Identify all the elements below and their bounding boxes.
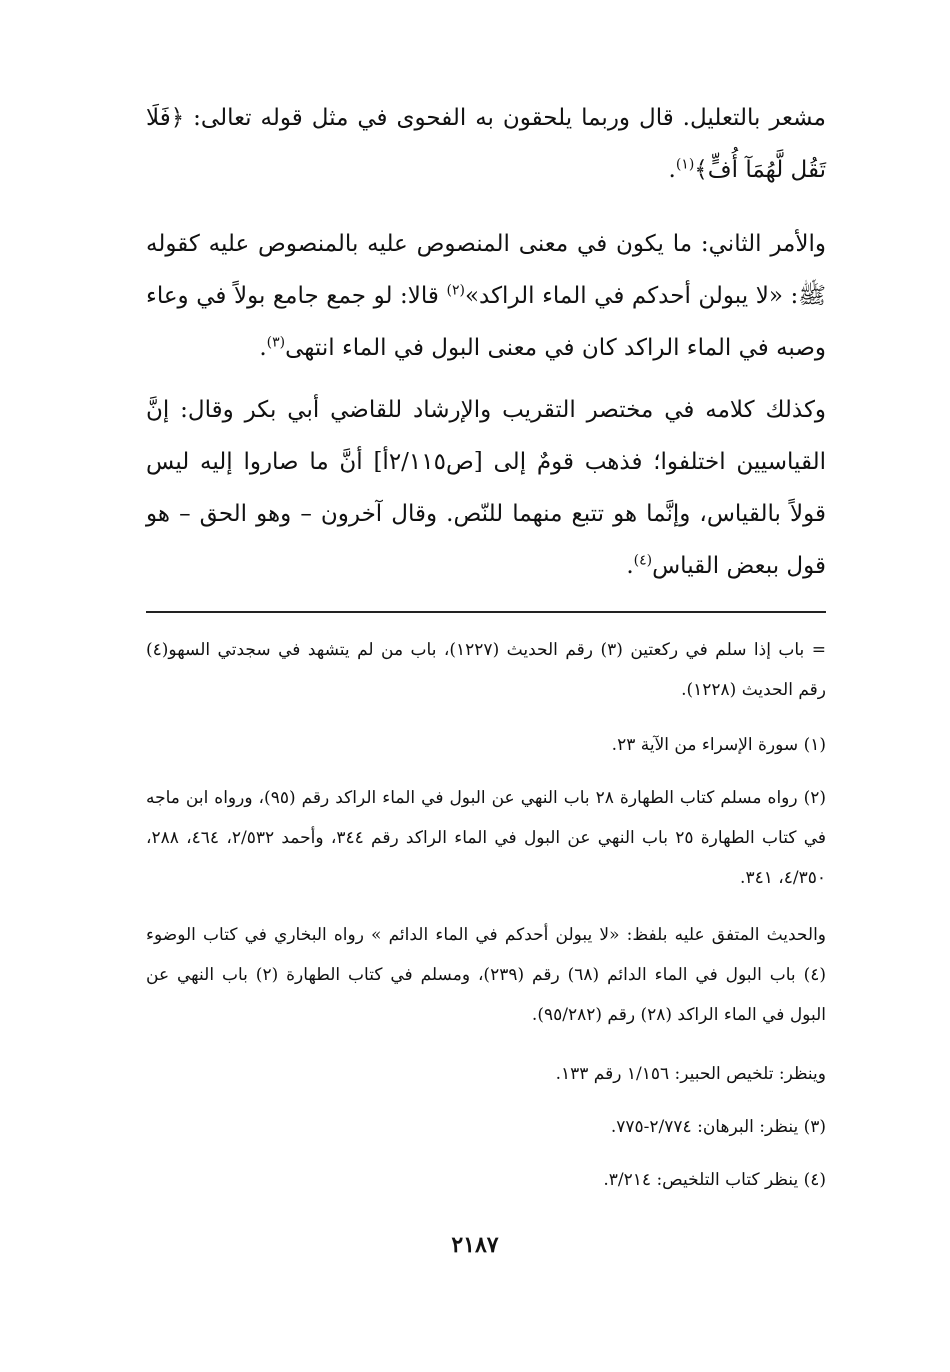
paragraph-end: . — [626, 553, 634, 579]
body-paragraph-1 — [146, 92, 826, 196]
paragraph-text: والأمر الثاني: ما يكون في معنى المنصوص عليه بالمنصوص عليه كقوله ﷺ: «لا يبولن أحدكم في الماء الراكد» — [146, 231, 826, 309]
footnote-ref: (٢) — [446, 282, 465, 299]
footnote-ref: (٤) — [633, 552, 653, 569]
footnote-continuation: = باب إذا سلم في ركعتين (٣) رقم الحديث (١٢٢٧)، باب من لم يتشهد في سجدتي السهو(٤) رقم الحديث (١٢٢٨). — [146, 640, 826, 700]
footnote-2: (٢) رواه مسلم كتاب الطهارة ٢٨ باب النهي عن البول في الماء الراكد رقم (٩٥)، ورواه ابن ماجه في كتاب الطهارة ٢٥ باب النهي عن البول في الماء الراكد رقم ٣٤٤، وأحمد ٢/٥٣٢، ٤٦٤، ٢٨٨، ٤/٣٥٠، ٣٤١. — [146, 788, 826, 888]
paragraph-text: وكذلك كلامه في مختصر التقريب والإرشاد للقاضي أبي بكر وقال: إنَّ القياسيين اختلفوا؛ فذهب قومٌ إلى [ص٢/١١٥أ] أنَّ ما صاروا إليه ليس قولاً بالقياس، وإنَّما هو تتبع منهما للنّص. وقال آخرون – وهو الحق – هو قول ببعض القياس — [146, 397, 827, 579]
footnote-ref: (٣) — [266, 334, 286, 351]
footnote-4: (٤) ينظر كتاب التلخيص: ٣/٢١٤. — [603, 1170, 826, 1190]
paragraph-text: مشعر بالتعليل. قال وربما يلحقون به الفحوى في مثل قوله تعالى: ﴿فَلَا تَقُل لَّهُمَآ أُفٍّ﴾ — [146, 105, 826, 183]
footnote-2-continued: والحديث المتفق عليه بلفظ: «لا يبولن أحدكم في الماء الدائم » رواه البخاري في كتاب الوضوء (٤) باب البول في الماء الدائم (٦٨) رقم (٢٣٩)، ومسلم في كتاب الطهارة (٢) باب النهي عن البول في الماء الراكد (٢٨) رقم (٩٥/٢٨٢). — [146, 925, 826, 1025]
page-number: ٢١٨٧ — [451, 1232, 499, 1258]
paragraph-end: . — [259, 335, 267, 361]
body-paragraph-3 — [146, 384, 826, 592]
footnote-ref: (١) — [675, 156, 695, 173]
footnote-2-see-also: وينظر: تلخيص الحبير: ١/١٥٦ رقم ١٣٣. — [555, 1064, 826, 1084]
paragraph-end: . — [668, 157, 676, 183]
body-paragraph-2 — [146, 218, 826, 374]
footnote-3: (٣) ينظر: البرهان: ٢/٧٧٤-٧٧٥. — [610, 1117, 826, 1137]
footnote-separator — [146, 611, 826, 613]
footnote-1: (١) سورة الإسراء من الآية ٢٣. — [611, 735, 826, 755]
paragraph-text-continued: قالا: لو جمع جامع بولاً في وعاء وصبه في الماء الراكد كان في معنى البول في الماء انتهى — [146, 283, 826, 361]
